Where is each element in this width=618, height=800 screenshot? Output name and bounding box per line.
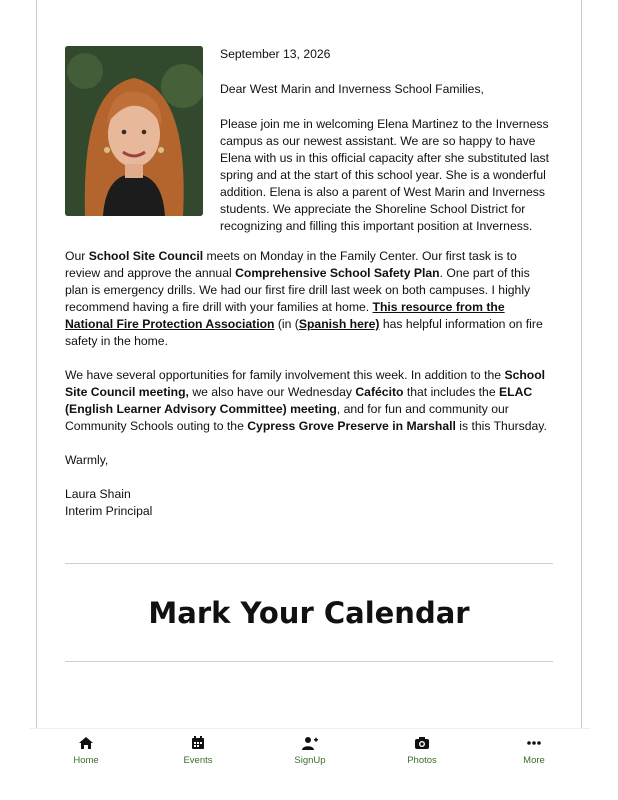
bottom-nav (30, 728, 590, 773)
divider (65, 661, 553, 662)
calendar-heading: Mark Your Calendar (148, 596, 470, 630)
bold-text: ELAC (English Learner Advisory Committee) meeting (65, 385, 533, 416)
divider (65, 563, 553, 564)
bold-text: Cafécito (355, 385, 404, 399)
signer-title: Interim Principal (65, 504, 153, 518)
bold-text: Cypress Grove Preserve in Marshall (247, 419, 456, 433)
bold-text: School Site Council meeting, (65, 368, 546, 399)
safety-paragraph (65, 248, 555, 350)
letter-date: September 13, 2026 (220, 47, 331, 61)
nav-label: Events (183, 755, 213, 766)
more-icon (526, 735, 542, 751)
nav-photos[interactable] (372, 729, 472, 766)
nav-label: More (523, 755, 545, 766)
intro-paragraph: Please join me in welcoming Elena Martinez to the Inverness campus as our newest assistant. We are so happy to have Elena with us in this official capacity after she substituted last spring and at the start of this school year. She is a wonderful addition. Elena is also a parent of West Marin and Inverness students. We appreciate the Shoreline School District for recognizing and filling this important position at Inverness. (220, 117, 550, 233)
signature-block (65, 486, 555, 520)
calendar-icon (190, 735, 206, 751)
text: we also have our Wednesday (188, 385, 356, 399)
involvement-paragraph (65, 367, 555, 435)
letter-greeting: Dear West Marin and Inverness School Families, (220, 82, 484, 96)
intro-section (65, 0, 555, 240)
nav-home[interactable] (36, 729, 136, 766)
bold-text: School Site Council (88, 249, 204, 263)
principal-photo (65, 46, 203, 216)
spanish-resource-link[interactable]: Spanish here) (298, 317, 380, 331)
newsletter-content (65, 0, 555, 518)
nav-signup[interactable] (260, 729, 360, 766)
text: meets on Monday in the Family Center. Our first task is to review and approve the annual (65, 249, 517, 280)
text: . One part of this plan is emergency drills. We had our first fire drill last week on both campuses. I highly recommend having a fire drill with your families at home. (65, 266, 531, 314)
text: Our (65, 249, 89, 263)
letter-body (65, 248, 555, 520)
add-user-icon (302, 735, 318, 751)
nav-events[interactable] (148, 729, 248, 766)
signer-name: Laura Shain (65, 487, 131, 501)
closing: Warmly, (65, 453, 109, 467)
nav-label: Photos (407, 755, 437, 766)
letter-intro-text (220, 46, 555, 235)
text: We have several opportunities for family involvement this week. In addition to the (65, 368, 505, 382)
portrait-image (65, 46, 203, 216)
nfpa-resource-link[interactable]: This resource from the National Fire Protection Association (65, 300, 505, 331)
home-icon (78, 735, 94, 751)
camera-icon (414, 735, 430, 751)
text: that includes the (403, 385, 499, 399)
nav-label: Home (73, 755, 99, 766)
nav-label: SignUp (294, 755, 326, 766)
nav-more[interactable] (484, 729, 584, 766)
text: has helpful information on fire safety in the home. (65, 317, 543, 348)
bold-text: Comprehensive School Safety Plan (235, 266, 440, 280)
text: is this Thursday. (455, 419, 547, 433)
text: , and for fun and community our Community Schools outing to the (65, 402, 509, 433)
text: (in ( (274, 317, 299, 331)
